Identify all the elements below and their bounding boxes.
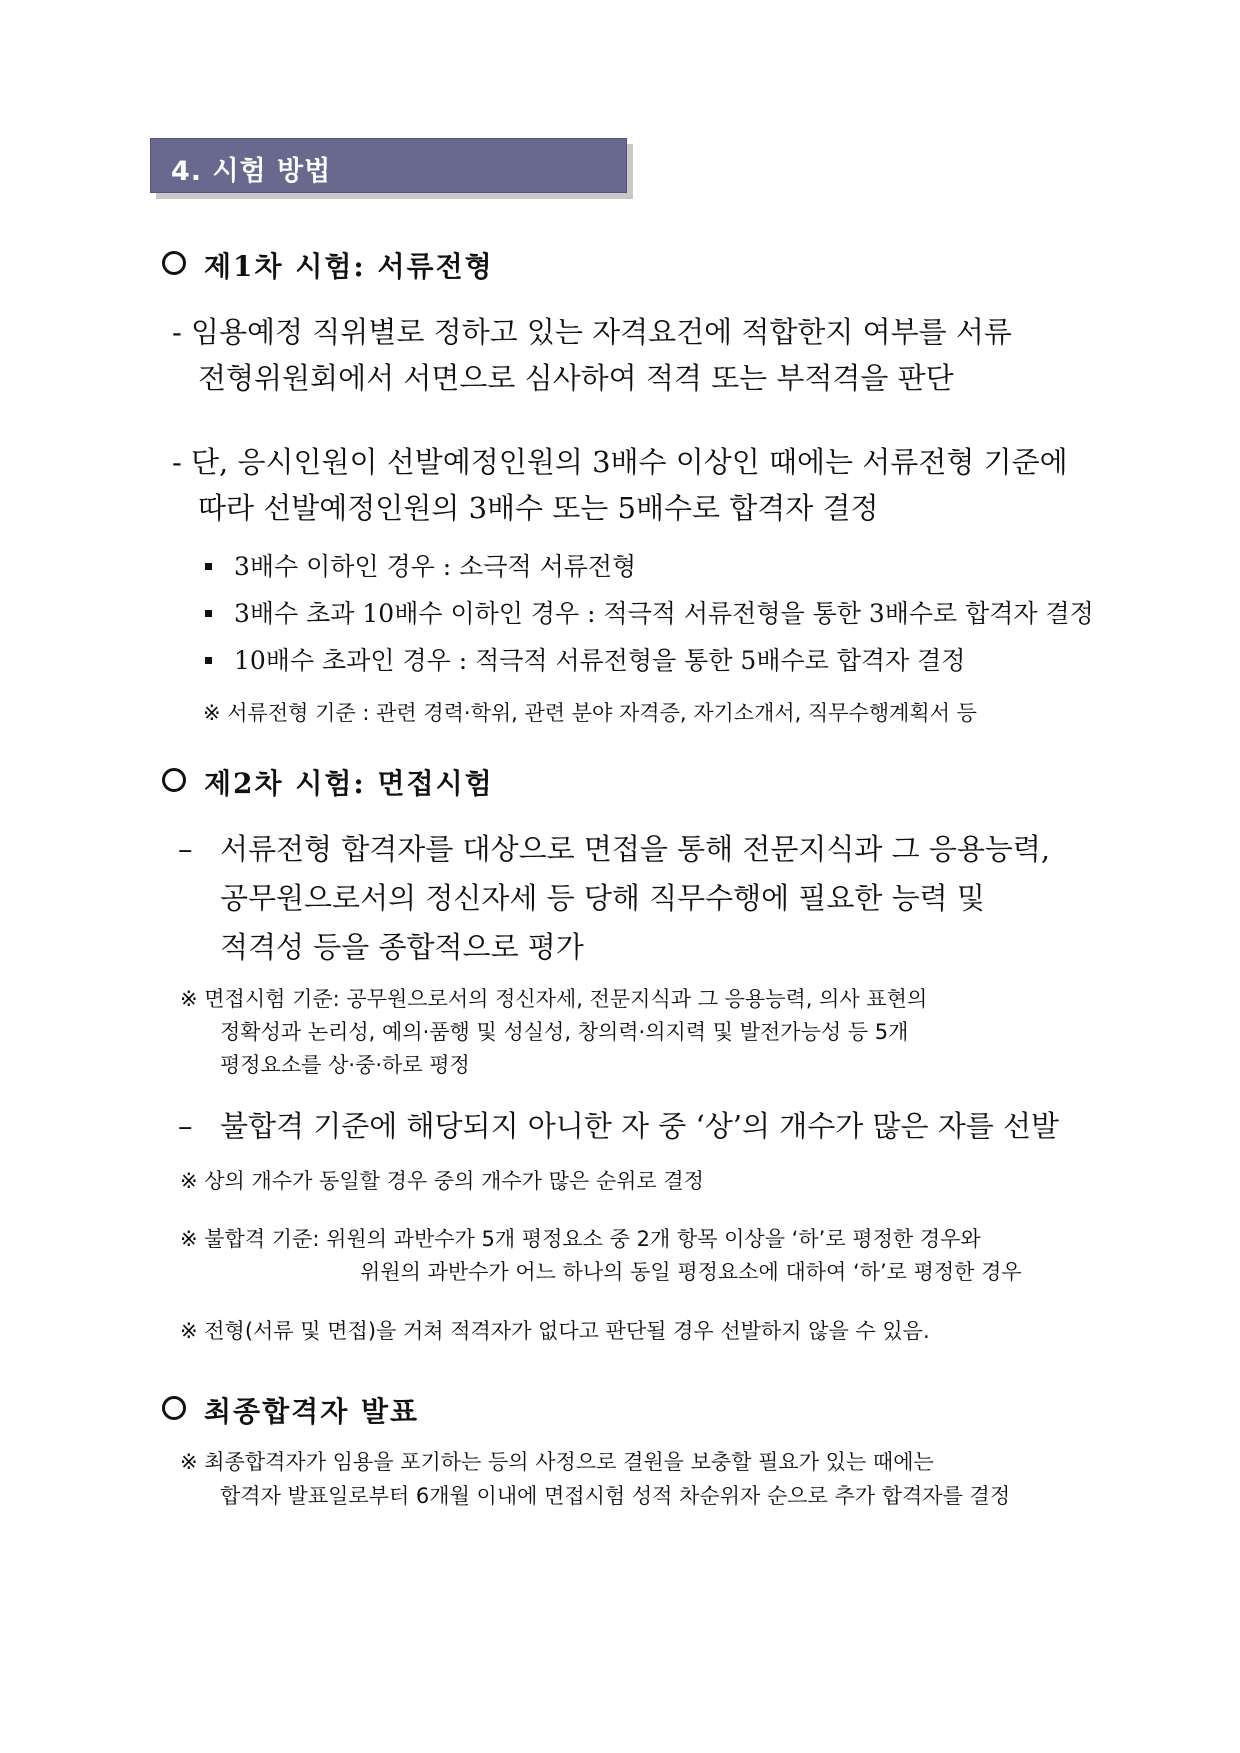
stage1-paragraph1-line2: 전형위원회에서 서면으로 심사하여 적격 또는 부적격을 판단 [198, 361, 954, 395]
stage1-paragraph2-line2: 따라 선발예정인원의 3배수 또는 5배수로 합격자 결정 [198, 491, 879, 525]
stage2-paragraph2: – 불합격 기준에 해당되지 아니한 자 중 ‘상’의 개수가 많은 자를 선발 [178, 1109, 1059, 1143]
final-note-line1: ※ 최종합격자가 임용을 포기하는 등의 사정으로 결원을 보충할 필요가 있는 때에는 [180, 1450, 934, 1474]
stage2-paragraph1-line1: – 서류전형 합격자를 대상으로 면접을 통해 전문지식과 그 응용능력, [178, 832, 1051, 866]
stage2-paragraph1-line2: 공무원으로서의 정신자세 등 당해 직무수행에 필요한 능력 및 [220, 881, 985, 915]
square-bullet-icon [205, 610, 212, 617]
list-item: 3배수 이하인 경우 : 소극적 서류전형 [205, 547, 636, 583]
stage2-note2: ※ 상의 개수가 동일할 경우 중의 개수가 많은 순위로 결정 [180, 1169, 704, 1193]
stage2-note1-line1: ※ 면접시험 기준: 공무원으로서의 정신자세, 전문지식과 그 응용능력, 의사 표현의 [180, 987, 928, 1011]
stage2-paragraph1-line3: 적격성 등을 종합적으로 평가 [220, 930, 584, 964]
stage2-note3-line2: 위원의 과반수가 어느 하나의 동일 평정요소에 대하여 ‘하’로 평정한 경우 [360, 1260, 1022, 1284]
square-bullet-icon [205, 657, 212, 664]
stage2-note4: ※ 전형(서류 및 면접)을 거쳐 적격자가 없다고 판단될 경우 선발하지 않을 수 있음. [180, 1319, 930, 1343]
stage1-paragraph2-line1: - 단, 응시인원이 선발예정인원의 3배수 이상인 때에는 서류전형 기준에 [172, 445, 1068, 479]
dash-bullet: – [178, 832, 193, 866]
section-title: 4. 시험 방법 [171, 156, 332, 187]
circle-bullet-icon [162, 251, 186, 275]
final-heading: 최종합격자 발표 [162, 1390, 419, 1430]
square-bullet-icon [205, 563, 212, 570]
stage2-note3-line1: ※ 불합격 기준: 위원의 과반수가 5개 평정요소 중 2개 항목 이상을 ‘하’로 평정한 경우와 [180, 1227, 981, 1251]
stage1-heading: 제1차 시험: 서류전형 [162, 245, 494, 285]
list-item: 10배수 초과인 경우 : 적극적 서류전형을 통한 5배수로 합격자 결정 [205, 641, 965, 677]
circle-bullet-icon [162, 768, 186, 792]
stage1-paragraph1-line1: - 임용예정 직위별로 정하고 있는 자격요건에 적합한지 여부를 서류 [172, 315, 1012, 349]
dash-bullet: – [178, 1109, 193, 1143]
stage2-note1-line3: 평정요소를 상·중·하로 평정 [220, 1053, 470, 1077]
stage2-heading: 제2차 시험: 면접시험 [162, 762, 494, 802]
circle-bullet-icon [162, 1396, 186, 1420]
stage2-note1-line2: 정확성과 논리성, 예의·품행 및 성실성, 창의력·의지력 및 발전가능성 등 5개 [220, 1020, 909, 1044]
final-note-line2: 합격자 발표일로부터 6개월 이내에 면접시험 성적 차순위자 순으로 추가 합격자를 결정 [220, 1484, 1011, 1508]
list-item: 3배수 초과 10배수 이하인 경우 : 적극적 서류전형을 통한 3배수로 합격자 결정 [205, 594, 1094, 630]
section-title-tab [150, 138, 627, 193]
stage1-note: ※ 서류전형 기준 : 관련 경력·학위, 관련 분야 자격증, 자기소개서, 직무수행계획서 등 [203, 701, 977, 725]
